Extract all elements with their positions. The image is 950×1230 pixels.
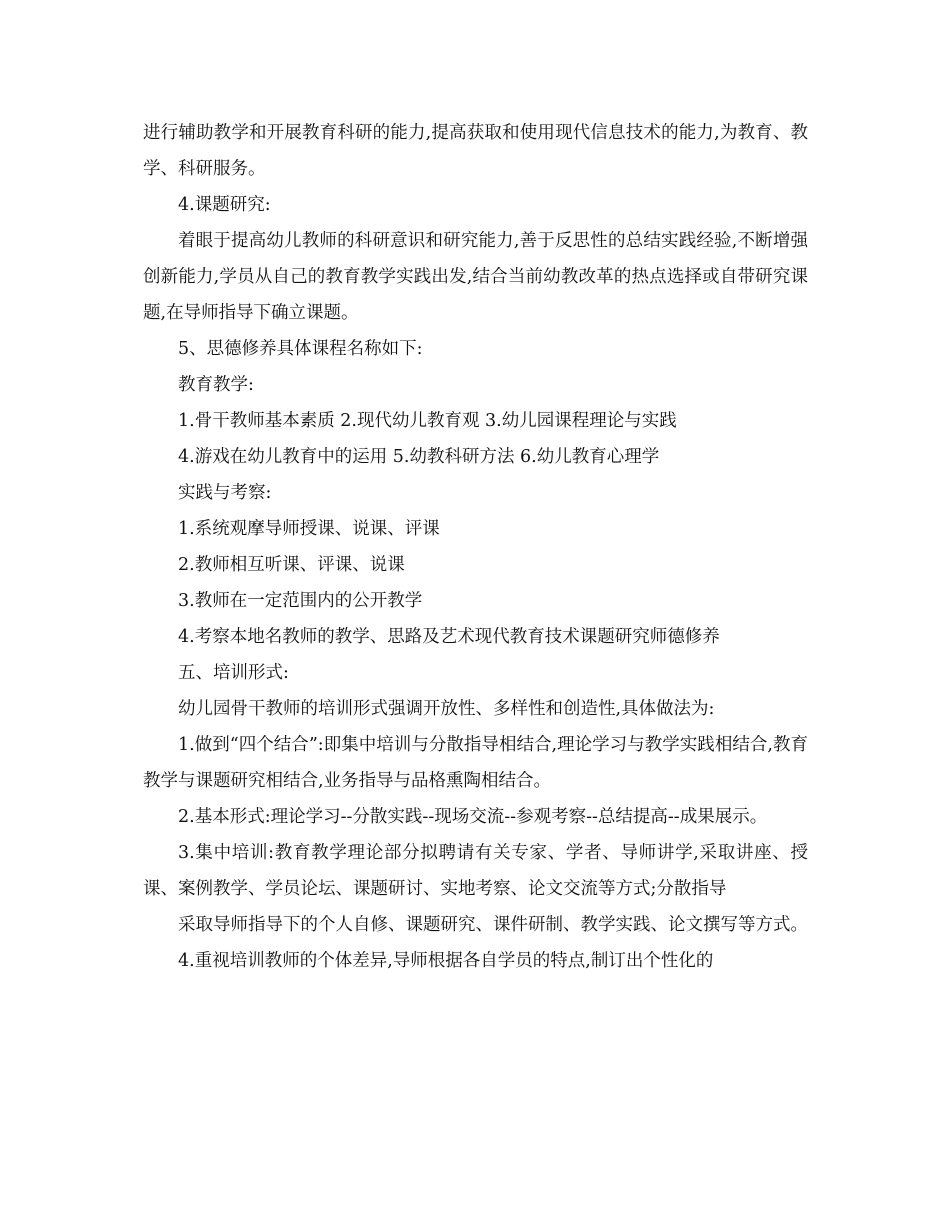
paragraph-5: 教育教学:: [178, 375, 254, 395]
paragraph-16: 2.基本形式:理论学习--分散实践--现场交流--参观考察--总结提高--成果展示。: [178, 807, 768, 827]
paragraph-14: 幼儿园骨干教师的培训形式强调开放性、多样性和创造性,具体做法为:: [178, 699, 715, 719]
paragraph-9: 1.系统观摩导师授课、说课、评课: [178, 519, 440, 539]
paragraph-17: 3.集中培训:教育教学理论部分拟聘请有关专家、学者、导师讲学,采取讲座、授课、案例教学、学员论坛、课题研讨、实地考察、论文交流等方式;分散指导: [143, 843, 808, 899]
paragraph-7: 4.游戏在幼儿教育中的运用 5.幼教科研方法 6.幼儿教育心理学: [178, 447, 660, 467]
paragraph-2: 4.课题研究:: [178, 195, 271, 215]
paragraph-12: 4.考察本地名教师的教学、思路及艺术现代教育技术课题研究师德修养: [178, 627, 720, 647]
paragraph-13: 五、培训形式:: [178, 663, 289, 683]
paragraph-15: 1.做到“四个结合”:即集中培训与分散指导相结合,理论学习与教学实践相结合,教育教学与课题研究相结合,业务指导与品格熏陶相结合。: [143, 735, 808, 791]
document-body: [143, 115, 808, 979]
paragraph-10: 2.教师相互听课、评课、说课: [178, 555, 405, 575]
paragraph-19: 4.重视培训教师的个体差异,导师根据各自学员的特点,制订出个性化的: [178, 951, 714, 971]
paragraph-6: 1.骨干教师基本素质 2.现代幼儿教育观 3.幼儿园课程理论与实践: [178, 411, 677, 431]
paragraph-11: 3.教师在一定范围内的公开教学: [178, 591, 423, 611]
paragraph-18: 采取导师指导下的个人自修、课题研究、课件研制、教学实践、论文撰写等方式。: [178, 915, 808, 935]
paragraph-3: 着眼于提高幼儿教师的科研意识和研究能力,善于反思性的总结实践经验,不断增强创新能力,学员从自己的教育教学实践出发,结合当前幼教改革的热点选择或自带研究课题,在导师指导下确立课题。: [143, 231, 808, 323]
paragraph-1: 进行辅助教学和开展教育科研的能力,提高获取和使用现代信息技术的能力,为教育、教学、科研服务。: [143, 123, 808, 179]
paragraph-4: 5、思德修养具体课程名称如下:: [178, 339, 423, 359]
paragraph-8: 实践与考察:: [178, 483, 272, 503]
